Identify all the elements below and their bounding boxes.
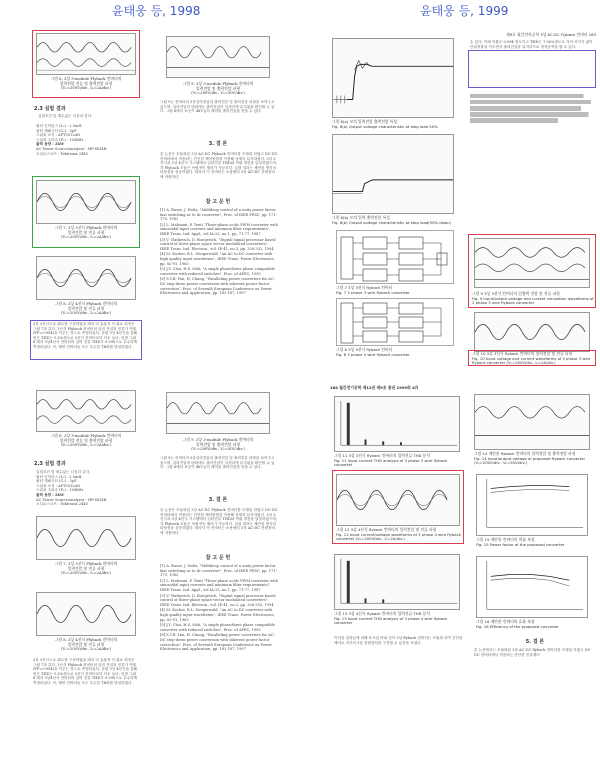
fig7-waveform-repeat [36, 516, 136, 560]
fig16-caption-en: Fig. 16 Efficiency of the proposed converter [476, 623, 559, 629]
condition-filter-c-repeat: 필터 캐패시터 (C₀) : 5μF [36, 479, 77, 484]
fig6a-plot-graphic [333, 39, 453, 117]
text-line [470, 100, 596, 105]
fig8-waveform-plot [37, 257, 135, 299]
fig7-caption-repeat-line-1: 그림 7. 3상 3선식 Flyback 컨버터의 [54, 561, 118, 566]
fig6b-caption-ko: 그림 6(b) 모의 입력 출력전압 특성 [332, 215, 390, 220]
fig7-waveform-plot [37, 181, 135, 223]
fig14-caption [474, 452, 594, 466]
right-body-text: 수 있다. 이때 역률은 0.994 정도이고 THD는 7.56%정도로 거의 차이가 없이 단위역률을 이루면서 출력전압을 유지하므로 정격동작을 할 수 있다. [470, 40, 593, 49]
condition-oscilloscope-repeat: 오실로스코프 : Tektronix 2440 [36, 502, 88, 507]
fig7-caption [32, 226, 140, 240]
condition-capacity: 출력 용량 : 2kW [36, 142, 64, 147]
condition-capacity-repeat: 출력 용량 : 2kW [36, 492, 64, 497]
fig6-caption-line-2: 입력전압 전류 및 출력전압 파형 [59, 80, 113, 86]
text-line [470, 112, 596, 117]
fig11-thd-chart [334, 396, 460, 452]
conclusion-text-1999: 본 논문에서는 모듈화된 3상 AC-DC flyback 컨버터를 모델링 하였고 DC-DC 컨버터에서 적용되는 간단한 전류제어 [474, 648, 592, 657]
fig9-caption-line-1: 그림 9. 3상 3-module Flyback 컨버터의 [182, 81, 254, 86]
fig6b-plot [332, 134, 454, 214]
condition-frequency: 스위치 주파수 (F₂) : 100kHz [36, 137, 84, 142]
fig9-waveform-plot [167, 37, 269, 77]
fig8-circuit-diagram [336, 298, 454, 346]
fig9-caption-repeat-line-3: (V₀=200V/div., V₀=50V/div.) [191, 446, 245, 452]
fig12-caption-en: Fig. 12 Input current/voltage waveforms of 3 phase 4 wire flyback converter (V₀=200V/div., I₀=2A/div.) [336, 531, 461, 542]
fig7-caption-en: Fig. 7 3 phase 3 wire flyback converter [336, 289, 410, 295]
fig9-sim-caption-en: Fig. 9 Input/output voltage and current simulation waveforms of 3 phase 3 wire flyback converter [472, 295, 594, 306]
fig7-circuit-graphic [337, 231, 455, 285]
fig16-caption-ko: 그림 16 제안한 컨버터의 효율 특성 [476, 619, 535, 624]
fig10-caption [472, 352, 596, 366]
fig9-caption-line-3: (V₀=200V/div., V₀=50V/div.) [191, 90, 245, 96]
fig8-waveform-repeat-plot [37, 593, 135, 635]
fig12-waveform-plot [337, 475, 459, 525]
results-intro-repeat: 실험조건 및 계수값는 다음과 같다. [36, 470, 91, 474]
fig9-caption [158, 82, 278, 96]
fig13-caption [334, 612, 464, 626]
fig9-caption-line-2: 입력전압 및 출력전압 파형 [196, 85, 240, 91]
fig9-waveform [166, 36, 270, 78]
fig14-waveform-plot [475, 395, 589, 449]
fig14-caption-ko: 그림 14 제안한 flyback 컨버터의 입력전압 및 출력전압 파형 [474, 451, 576, 456]
fig8-caption-repeat [32, 638, 140, 652]
fig6-waveform-repeat [36, 390, 136, 432]
fig8-caption-repeat-line-2: 입력전압 및 전류 파형 [67, 641, 105, 647]
fig15-caption-en: Fig. 15 Power factor of the proposed converter [476, 541, 565, 547]
fig16-efficiency-chart [476, 556, 588, 618]
fig6-waveform-repeat-plot [37, 391, 135, 431]
reference-item: [1] A. Busse, J. Holtz, "Multiloop control of a unity power factor fast switching ac to dc converter", Proc. of IEEE PESC, pp. 171-179, 1982 [160, 208, 277, 222]
condition-oscilloscope: 오실로스코프 : Tektronix 2440 [36, 151, 88, 156]
fig13-caption-ko: 그림 13 3상 4선식 flyback 컨버터의 입력전류 THD 분석 [334, 611, 431, 616]
fig9-caption-repeat-line-2: 입력전압 및 출력전압 파형 [196, 441, 240, 447]
fig8-caption-line-3: (V₀=200V/div., I₀=2A/div.) [61, 310, 111, 316]
fig7-waveform-repeat-plot [37, 517, 135, 559]
reference-item: [2] L. Malesani, P. Tenti "Three-phase ac/dc PWM converter with sinusoidal input currents and minimum filter requirements", IEEE Trans. Ind. Appl., vol.IA-23, no.1, pp. 71-77, 1987 [160, 578, 278, 592]
right-text-highlight-box [468, 50, 596, 88]
fig15-power-factor-chart [476, 474, 588, 536]
section-heading-results: 2.3 실험 결과 [34, 106, 66, 112]
fig7-caption-line-2: 입력전압 및 전류 파형 [67, 229, 105, 235]
fig6-waveform [36, 33, 136, 75]
fig8-caption-repeat-line-1: 그림 8. 3상 4선식 Flyback 컨버터의 [54, 637, 118, 642]
fig16-efficiency-line [477, 557, 587, 617]
fig6-caption-repeat-line-2: 입력전압 전류 및 출력전압 파형 [59, 437, 113, 443]
section-heading-results-repeat: 2.3 실험 결과 [34, 461, 66, 467]
fig9-description-repeat: 그림 9는 컨버터의 3상입력전압과 출력전압 및 출력전류 파형을 보여주고 있으며, 입력전압의 변화에도 출력전압이 일정하게 유지됨을 확인할 수 있다. 그림 6에서 보듯이 48V급의 제어된 출력전압을 얻을 수 있다. [160, 456, 275, 470]
fig6-caption [32, 77, 140, 91]
references-list-repeat [160, 564, 278, 653]
reference-item: [6] S.Y.R. Hui, H. Chung, "Paralleling power converters for AC-DC step-down power conversion with inherent power factor correction", Proc. of Seventh European Conference on Power Electronics and Application, pp. 182-187, 1997 [160, 277, 275, 296]
fig8-caption-line-1: 그림 8. 3상 4선식 Flyback 컨버터의 [54, 301, 118, 306]
fig9-sim-caption [472, 292, 596, 306]
fig12-waveform [336, 474, 460, 526]
conclusion-heading-repeat: 3. 결 론 [208, 497, 228, 503]
text-line [470, 118, 596, 123]
fig8-caption-line-2: 입력전압 및 전류 파형 [67, 305, 105, 311]
references-heading: 참 고 문 헌 [205, 199, 231, 205]
bottom-right-body-text: 이러한 결과들에 의해 표시된 바와 같이 3상 flyback 컨버터는 모듈화 하여 간단한 제어로 저가의 3상 전원장치를 구현할 수 있음을 보였다. [334, 636, 463, 645]
fig13-thd-chart [334, 554, 460, 610]
fig9-sim-waveform-plot [475, 239, 589, 287]
results-intro: 실험조건 및 계수값는 다음과 같다. [38, 114, 93, 118]
conclusion-heading-1999: 5. 결 론 [525, 639, 545, 645]
fig6a-caption-en: Fig. 6(a) Output voltage characteristic at step load 50% [332, 123, 438, 129]
condition-frequency-repeat: 스위치 주파수 (F₂) : 100kHz [36, 488, 84, 493]
fig6-caption-repeat-line-3: (V₀=200V/div., I₀=2A/div.) [61, 442, 111, 448]
fig16-caption [476, 620, 596, 629]
fig9-waveform-repeat-plot [167, 393, 269, 433]
fig8-waveform [36, 256, 136, 300]
fig7-caption-repeat-line-3: (V₀=200V/div., I₀=2A/div.) [61, 570, 111, 576]
condition-switch-repeat: 스위치 소자 : APT5012AN [36, 483, 81, 488]
fig7-circuit-diagram [336, 230, 454, 284]
results-summary: 3상 3선식으로 회로를 구성하였을 때의 더 효율적 인 회로 최적은 그림 7과 같다. 3선식 Flyback 컨버터의 입력 전압과 전류가 역률(PF=0.994)을 이루는 것으로 측정되었다. 한편 3상 4선식을 통해 얻은 THD는 5.5%정도로 3선식 컨버터보다 다소 높다. 한편 그림 8 에서 3상4선식 컨버터의 입력 전류 THD가 0.990으로 우수하게 측정되었다. 즉, 제안 컨버터들 모두 우수한 THD를 달성하였다. [33, 322, 138, 349]
fig7-caption-line-3: (V₀=200V/div., I₀=2A/div.) [61, 234, 111, 240]
fig15-caption [476, 538, 596, 547]
fig12-caption [336, 528, 462, 542]
fig8-caption [32, 302, 140, 316]
fig7-caption-line-1: 그림 7. 3상 3선식 Flyback 컨버터의 [54, 225, 118, 230]
fig10-waveform-plot [475, 313, 589, 351]
journal-header-top: 제9호 월간전자공학 3상 AC-DC Flyback 컨버터 163 [506, 32, 596, 37]
fig6a-caption [332, 120, 460, 129]
fig11-caption-ko: 그림 11 3상 3선식 flyback 컨버터의 입력전류 THD 분석 [334, 453, 431, 458]
text-line [470, 94, 596, 99]
fig9-description: 그림 9는 컨버터의 3상입력전압과 출력전압 및 출력전류 파형을 보여주고 있으며, 입력전압의 변화에도 출력전압이 일정하게 유지됨을 확인할 수 있다. 그림 6에서 보듯이 48V급의 제어된 출력전압을 얻을 수 있다. [160, 100, 275, 114]
fig11-thd-bars [335, 397, 459, 451]
fig6-caption-repeat [32, 434, 140, 448]
experiment-conditions-repeat [36, 470, 140, 507]
fig8-waveform-repeat [36, 592, 136, 636]
references-list [160, 208, 278, 297]
fig7-caption-repeat [32, 562, 140, 576]
reference-item: [4] M. Kocher, R.L. Steigerwald, "An AC to DC converter with high quality input waveforms", IEEE Trans. Power Electronics, pp. 82-91, 1983 [160, 252, 275, 266]
fig8-caption-en: Fig. 8 3 phase 4 wire flyback converter [336, 351, 410, 357]
reference-item: [5] J.Y. Choi, H.S. Mok, "A single phase/three phase compatible converter with reduced switches", Proc. of APEC, 1995 [160, 267, 275, 276]
fig15-pf-line [477, 475, 587, 535]
header-right: 윤태웅 등, 1999 [420, 4, 509, 18]
conclusion-heading: 3. 결 론 [208, 141, 228, 147]
experiment-conditions [36, 124, 140, 156]
right-body-text-continued [470, 92, 596, 125]
reference-item: [2] L. Malesani, P. Tenti "Three-phase ac/dc PWM converter with sinusoidal input currents and minimum filter requirements", IEEE Trans. Ind. Appl., vol.IA-23, no.1, pp. 71-77, 1987 [160, 222, 278, 236]
reference-item: [5] J.Y. Choi, H.S. Mok, "A single phase/three phase compatible converter with reduced switches", Proc. of APEC, 1995 [160, 623, 275, 632]
fig6-caption-line-1: 그림 6. 3상 3-module Flyback 컨버터의 [50, 76, 122, 81]
fig11-caption-en: Fig. 11 Input current THD analysis of 3 phase 3 wire flyback converter [334, 457, 448, 468]
condition-filter-c: 필터 캐패시터 (C₀) : 5μF [36, 128, 77, 133]
condition-power-source: AC Power Source/analyzer : HP-6834B [36, 146, 107, 151]
fig10-waveform [474, 312, 590, 352]
fig6b-caption-en: Fig. 6(b) Output voltage characteristic at step load(50% down) [332, 219, 452, 225]
reference-item: [6] S.Y.R. Hui, H. Chung, "Paralleling power converters for AC-DC step-down power conversion with inherent power factor correction", Proc. of Seventh European Conference on Power Electronics and Application, pp. 182-187, 1997 [160, 633, 275, 652]
fig12-caption-ko: 그림 12 3상 4선식 flyback 컨버터의 입력전압 및 전류 파형 [336, 527, 437, 532]
fig13-caption-en: Fig. 13 Input current THD analysis of 3 phase 4 wire flyback converter [334, 615, 448, 626]
fig9-sim-waveform [474, 238, 590, 288]
fig8-circuit-graphic [337, 299, 455, 347]
condition-filter-l: 필터 인덕턴스 (L₀) : 2.5mH, [36, 124, 83, 128]
fig6a-plot [332, 38, 454, 118]
reference-item: [3] V. Vlatkovich, D. Borojevich, "Digital signal processor based control of three-phase space vector modulated converters", IEEE Trans. Ind. Electron., vol. IE-41, no.3, pp. 326-332, 1994 [160, 593, 276, 607]
results-summary-repeat: 3상 3선식으로 회로를 구성하였을 때의 더 효율적 인 회로 최적은 그림 7과 같다. 3선식 Flyback 컨버터의 입력 전압과 전류가 역률(PF=0.994)을 이루는 것으로 측정되었다. 한편 3상 4선식을 통해 얻은 THD는 5.5%정도로 3선식 컨버터보다 다소 높다. 한편 그림 8 에서 3상4선식 컨버터의 입력 전류 THD가 0.990으로 우수하게 측정되었다. 즉, 제안 컨버터들 모두 우수한 THD를 달성하였다. [33, 658, 138, 685]
text-line [470, 106, 596, 111]
fig15-caption-ko: 그림 15 제안한 컨버터의 역률 특성 [476, 537, 535, 542]
header-left: 윤태웅 등, 1998 [112, 4, 201, 18]
fig7-caption [336, 286, 464, 295]
fig8-caption-repeat-line-3: (V₀=200V/div., I₀=2A/div.) [61, 646, 111, 652]
fig10-caption-en: Fig. 10 Input voltage and current waveforms of 3 phase 3 wire flyback converter (V₀=200V/div., I₀=2A/div.) [472, 355, 591, 366]
condition-filter-l-repeat: 필터 인덕턴스 (L₀) : 2.5mH, [36, 474, 83, 479]
reference-item: [3] V. Vlatkovich, D. Borojevich, "Digital signal processor based control of three-phase space vector modulated converters", IEEE Trans. Ind. Electron., vol. IE-41, no.3, pp. 326-332, 1994 [160, 237, 276, 251]
fig8-caption-ko: 그림 8 3상 4선식 flyback 컨버터 [336, 347, 393, 352]
conclusion-text: 본 논문은 모듈화된 3상 AC-DC Flyback 컨버터를 모델링 하였고 DC-DC 컨버터에서 적용되는 간단한 제어방법을 이용해 상세히 분석하였다. 3상 3선식과 3상 4선식 시스템에서 입력전류 THD와 역률 개선을 달성하였으며, 각 Flyback 모듈은 독립적인 제어가 가능하다. 실험 결과는 제안된 방식의 타당성을 검증하였다. 따라서 이 컨버터는 소용량의 3상 AC-DC 전원장치에 적합하다. [160, 152, 278, 179]
fig9-caption-repeat [158, 438, 278, 452]
condition-switch: 스위치 소자 : APT5012AN [36, 133, 81, 138]
journal-header-bottom: 164 월간전기공학 제12권 제9호 통권 1999年 4月 [330, 385, 419, 390]
fig10-caption-ko: 그림 10 3상 3선식 flyback 컨버터의 입력전압 및 전류 파형 [472, 351, 573, 356]
reference-item: [1] A. Busse, J. Holtz, "Multiloop control of a unity power factor fast switching ac to dc converter", Proc. of IEEE PESC, pp. 171-179, 1982 [160, 564, 277, 578]
fig6b-plot-graphic [333, 135, 453, 213]
fig9-waveform-repeat [166, 392, 270, 434]
fig13-thd-bars [335, 555, 459, 609]
fig7-caption-ko: 그림 7 3상 3선식 flyback 컨버터 [336, 285, 393, 290]
condition-power-source-repeat: AC Power Source/analyzer : HP-6834B [36, 497, 107, 502]
references-heading-repeat: 참 고 문 헌 [205, 555, 231, 561]
fig7-caption-repeat-line-2: 입력전압 및 전류 파형 [67, 565, 105, 571]
reference-item: [4] M. Kocher, R.L. Steigerwald, "An AC to DC converter with high quality input waveforms", IEEE Trans. Power Electronics, pp. 82-91, 1983 [160, 608, 275, 622]
fig11-caption [334, 454, 464, 468]
conclusion-text-repeat: 본 논문은 모듈화된 3상 AC-DC Flyback 컨버터를 모델링 하였고 DC-DC 컨버터에서 적용되는 간단한 제어방법을 이용해 상세히 분석하였다. 3상 3선식과 3상 4선식 시스템에서 입력전류 THD와 역률 개선을 달성하였으며, 각 Flyback 모듈은 독립적인 제어가 가능하다. 실험 결과는 제안된 방식의 타당성을 검증하였다. 따라서 이 컨버터는 소용량의 3상 AC-DC 전원장치에 적합하다. [160, 508, 278, 535]
fig14-waveform [474, 394, 590, 450]
fig9-caption-repeat-line-1: 그림 9. 3상 3-module Flyback 컨버터의 [182, 437, 254, 442]
fig6-caption-line-3: (V₀=200V/div., I₀=2A/div.) [61, 85, 111, 91]
fig6a-caption-ko: 그림 6(a) 모의 입력전압 출력전압 특성 [332, 119, 398, 124]
fig9-sim-caption-ko: 그림 9 3상 3선식 컨버터의 입출력 전압 및 전류 파형 [472, 291, 560, 296]
fig8-caption [336, 348, 464, 357]
fig6b-caption [332, 216, 460, 225]
fig7-waveform [36, 180, 136, 224]
fig6-caption-repeat-line-1: 그림 6. 3상 3-module Flyback 컨버터의 [50, 433, 122, 438]
fig14-caption-en: Fig. 14 Input/output voltage of proposed flyback converter (V₀=200V/div., V₀=50V/div.) [474, 455, 586, 466]
fig6-waveform-plot [37, 34, 135, 74]
